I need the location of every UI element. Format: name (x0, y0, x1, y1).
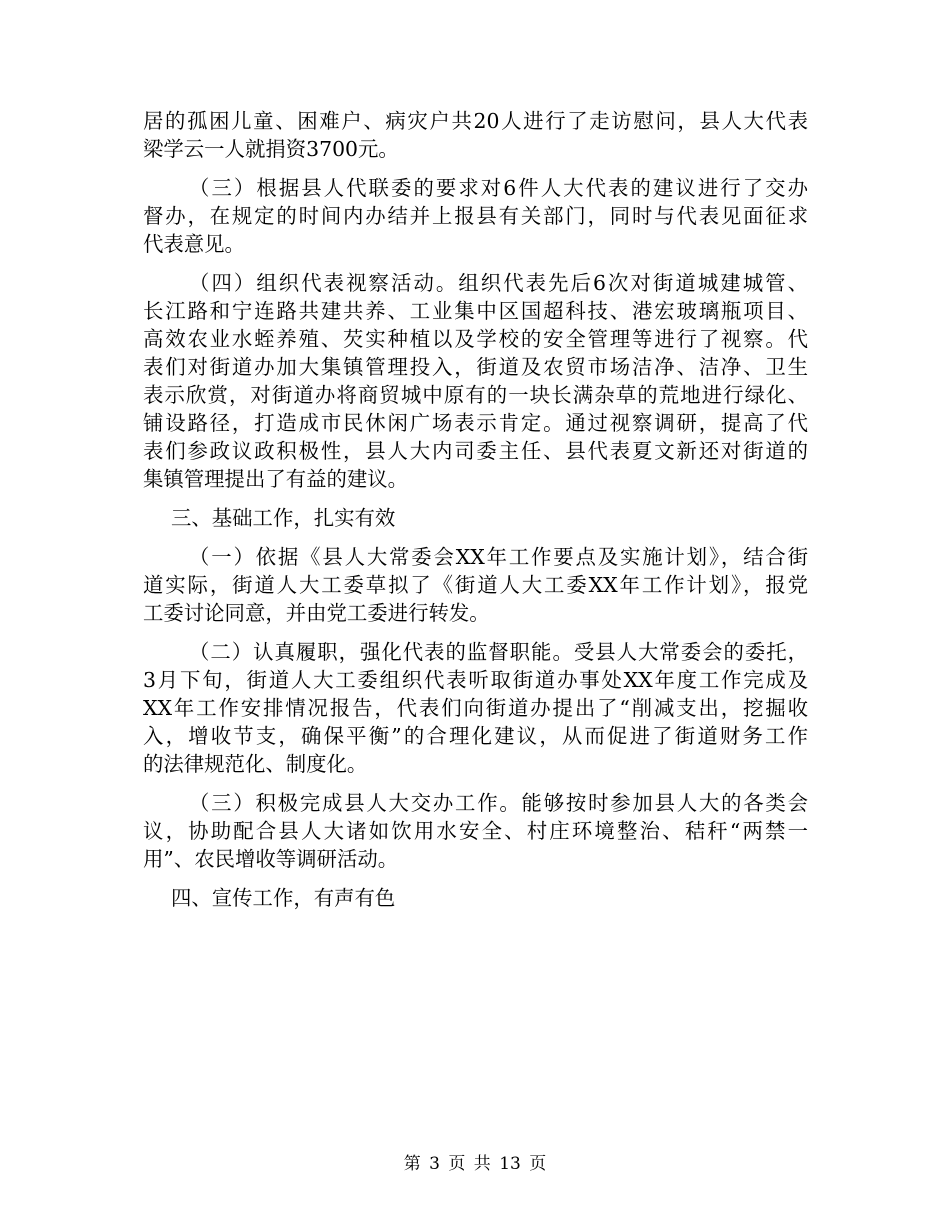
text-line: 表示欣赏，对街道办将商贸城中原有的一块长满杂草的荒地进行绿化、 (143, 383, 808, 407)
text-line: 的法律规范化、制度化。 (143, 752, 368, 776)
text-line: 督办，在规定的时间内办结并上报县有关部门，同时与代表见面征求 (143, 204, 808, 228)
text-line: 议，协助配合县人大诸如饮用水安全、村庄环境整治、秸秆“两禁一 (143, 819, 808, 843)
text-line: 3月下旬，街道人大工委组织代表听取街道办事处XX年度工作完成及 (143, 668, 808, 692)
text-line: 表们参政议政积极性，县人大内司委主任、县代表夏文新还对街道的 (143, 439, 808, 463)
text-line: 长江路和宁连路共建共养、工业集中区国超科技、港宏玻璃瓶项目、 (143, 299, 808, 323)
paragraph-item-3-assigned-work (143, 789, 808, 873)
section-heading-publicity: 四、宣传工作，有声有色 (171, 886, 396, 910)
text-line: 工委讨论同意，并由党工委进行转发。 (143, 601, 490, 625)
paragraph-visit (143, 107, 808, 163)
text-line: （三）积极完成县人大交办工作。能够按时参加县人大的各类会 (189, 791, 808, 815)
text-line: 集镇管理提出了有益的建议。 (143, 467, 409, 491)
section-heading-basic-work: 三、基础工作，扎实有效 (171, 506, 396, 530)
paragraph-item-3-suggestions (143, 174, 808, 258)
text-line: 道实际，街道人大工委草拟了《街道人大工委XX年工作计划》，报党 (143, 573, 808, 597)
text-line: 用”、农民增收等调研活动。 (143, 847, 399, 871)
text-line: （四）组织代表视察活动。组织代表先后6次对街道城建城管、 (189, 271, 808, 295)
text-line: XX年工作安排情况报告，代表们向街道办提出了“削减支出，挖掘收 (143, 696, 808, 720)
text-line: 高效农业水蛭养殖、芡实种植以及学校的安全管理等进行了视察。代 (143, 327, 808, 351)
text-line: （三）根据县人代联委的要求对6件人大代表的建议进行了交办 (189, 176, 808, 200)
text-line: 铺设路径，打造成市民休闲广场表示肯定。通过视察调研，提高了代 (143, 411, 808, 435)
paragraph-item-4-inspection (143, 269, 808, 493)
text-line: 代表意见。 (143, 232, 245, 256)
document-body (143, 107, 808, 923)
text-line: （一）依据《县人大常委会XX年工作要点及实施计划》，结合街 (189, 545, 808, 569)
paragraph-item-2-supervision (143, 638, 808, 778)
text-line: 梁学云一人就捐资3700元。 (143, 137, 399, 161)
text-line: （二）认真履职，强化代表的监督职能。受县人大常委会的委托， (189, 640, 808, 664)
text-line: 居的孤困儿童、困难户、病灾户共20人进行了走访慰问，县人大代表 (143, 109, 808, 133)
text-line: 表们对街道办加大集镇管理投入，街道及农贸市场洁净、洁净、卫生 (143, 355, 808, 379)
page-footer: 第 3 页 共 13 页 (403, 1154, 547, 1174)
text-line: 入，增收节支，确保平衡”的合理化建议，从而促进了街道财务工作 (143, 724, 808, 748)
paragraph-item-1-plan (143, 543, 808, 627)
